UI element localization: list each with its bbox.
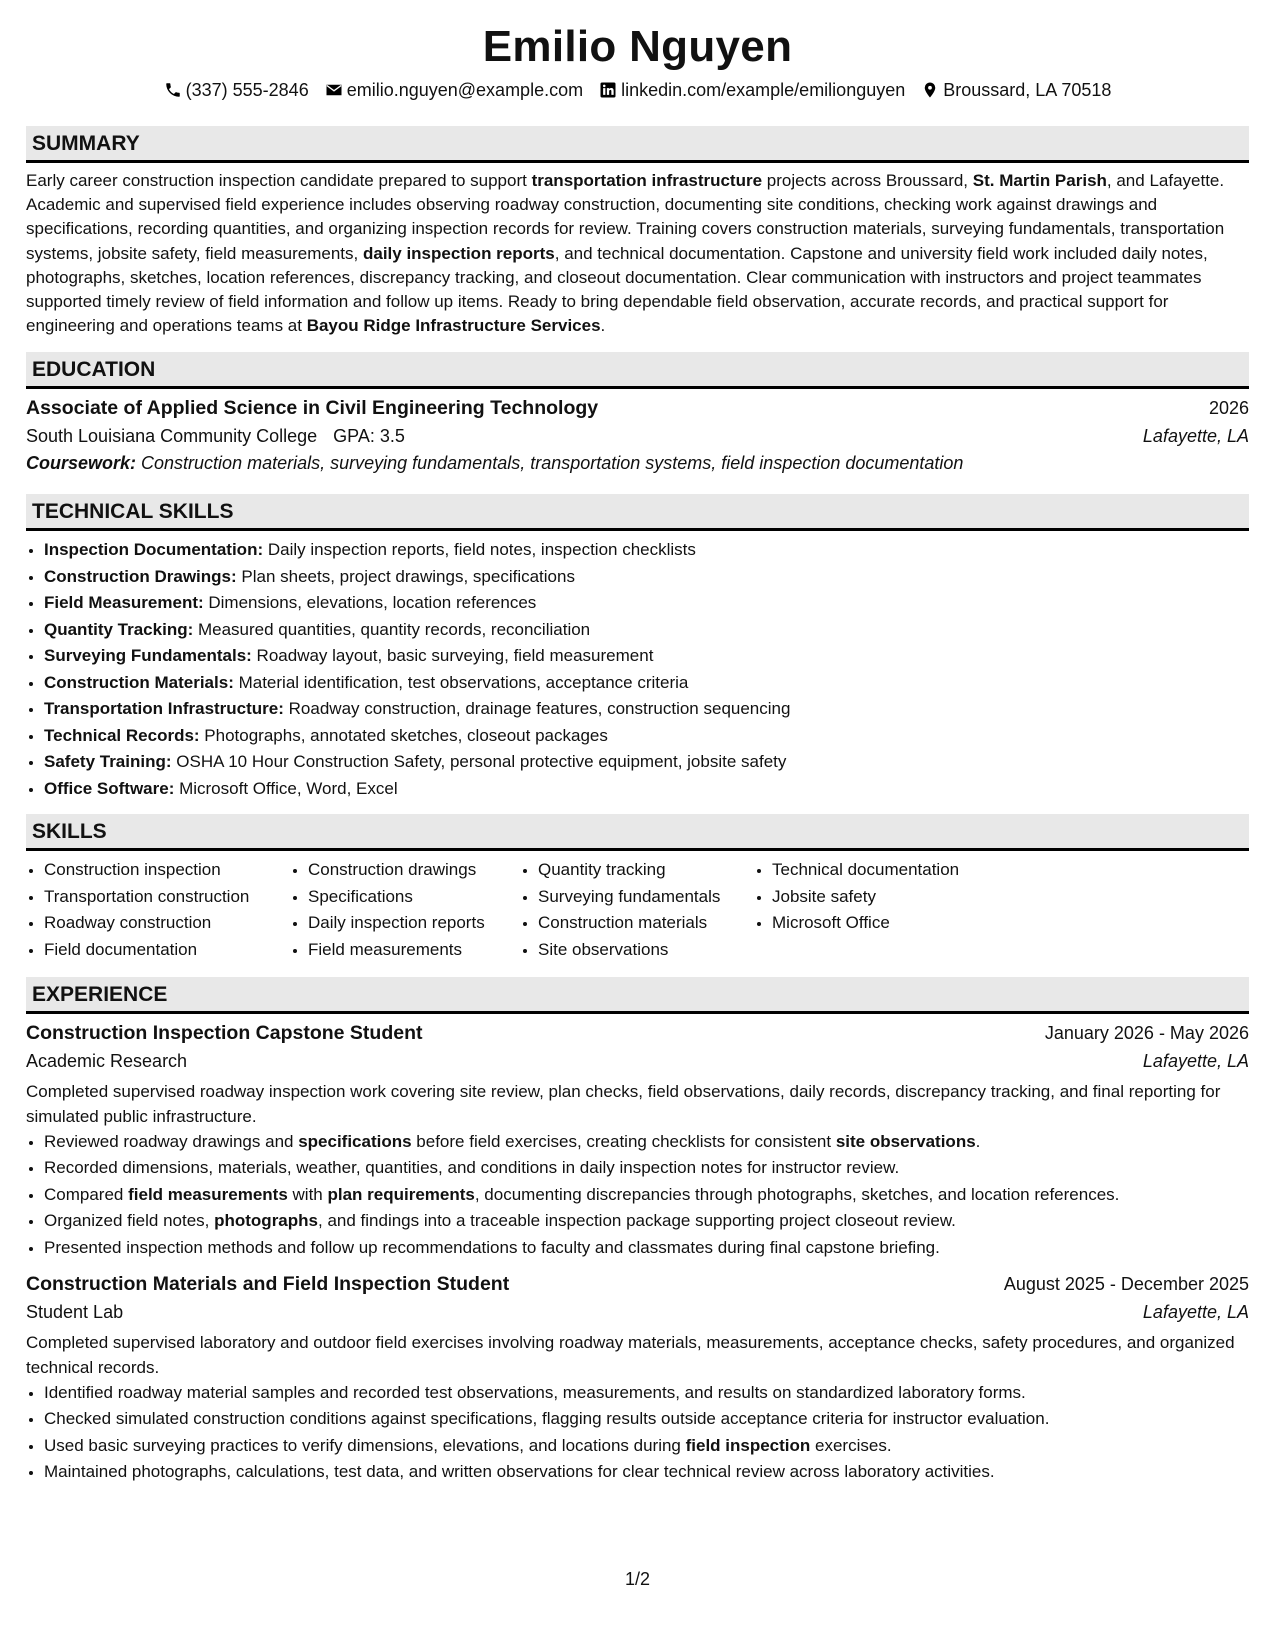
technical-skill-text: Material identification, test observations, acceptance criteria	[233, 672, 689, 692]
bullet-bold: plan requirements	[327, 1184, 475, 1204]
experience-heading: EXPERIENCE	[26, 977, 1249, 1014]
education-entry	[26, 397, 1249, 474]
technical-skill-label: Field Measurement:	[44, 593, 204, 613]
summary-bold: St. Martin Parish	[972, 171, 1107, 190]
skill-item: • Specifications	[308, 884, 520, 911]
skill-item: • Quantity tracking	[538, 857, 754, 884]
summary-seg: .	[600, 316, 606, 336]
gpa: GPA: 3.5	[333, 426, 405, 447]
technical-skill-label: Surveying Fundamentals:	[44, 646, 252, 666]
bullet-seg: before field exercises, creating checklists for consistent	[411, 1131, 836, 1151]
map-pin-icon	[921, 81, 939, 99]
technical-skill-text: OSHA 10 Hour Construction Safety, personal protective equipment, jobsite safety	[171, 752, 787, 772]
technical-skill-text: Roadway layout, basic surveying, field measurement	[251, 646, 654, 666]
summary-text	[26, 169, 1249, 338]
job-bullet	[44, 1380, 1249, 1407]
school-line	[26, 426, 405, 447]
technical-skill-item	[44, 696, 1249, 723]
job-bullet	[44, 1129, 1249, 1156]
skill-item: • Technical documentation	[772, 857, 1014, 884]
technical-skill-item	[44, 776, 1249, 803]
technical-skills-list	[26, 537, 1249, 802]
experience-entry	[26, 1022, 1249, 1261]
job-bullet	[44, 1459, 1249, 1486]
location-text: Broussard, LA 70518	[943, 80, 1112, 100]
summary-seg: projects across Broussard,	[762, 171, 973, 190]
bullet-seg: Compared	[44, 1184, 129, 1204]
technical-skill-text: Photographs, annotated sketches, closeout packages	[199, 725, 608, 745]
job-bullets	[26, 1380, 1249, 1486]
bullet-seg: Checked simulated construction conditions against specifications, flagging results outside acceptance criteria for instructor evaluation.	[44, 1409, 1050, 1429]
technical-skill-text: Plan sheets, project drawings, specifications	[236, 566, 575, 586]
skill-item: • Field measurements	[308, 937, 520, 964]
job-title: Construction Materials and Field Inspection Student	[26, 1273, 510, 1296]
phone-text: (337) 555-2846	[185, 80, 309, 100]
job-location: Lafayette, LA	[1142, 1051, 1249, 1072]
job-description: Completed supervised laboratory and outdoor field exercises involving roadway materials, measurements, acceptance checks, safety procedures, and organized technical records.	[26, 1333, 1235, 1377]
job-organization: Student Lab	[26, 1302, 124, 1323]
contact-phone[interactable]	[164, 78, 309, 102]
summary-seg: , and Lafayette. Academic and supervised field experience includes observing roadway construction, documenting site conditions, checking work against drawings and specifications, recording quantities, and organizing inspection records for review. Training covers construction materials, surveying fundamentals, transportation systems, jobsite safety, field measurements,	[26, 171, 1225, 263]
technical-skills-heading: TECHNICAL SKILLS	[26, 494, 1249, 531]
technical-skill-item	[44, 723, 1249, 750]
skills-column	[290, 857, 520, 963]
technical-skill-label: Safety Training:	[44, 752, 172, 772]
summary-bold: transportation infrastructure	[531, 171, 763, 190]
bullet-seg: Used basic surveying practices to verify dimensions, elevations, and locations during	[44, 1435, 686, 1455]
technical-skill-label: Construction Drawings:	[44, 566, 237, 586]
skills-column	[754, 857, 1014, 963]
bullet-seg: .	[975, 1131, 981, 1151]
coursework-text: Construction materials, surveying fundamentals, transportation systems, field inspection documentation	[136, 453, 964, 474]
contact-bar	[26, 78, 1249, 102]
skill-item: • Transportation construction	[44, 884, 290, 911]
contact-linkedin[interactable]	[599, 78, 905, 102]
technical-skill-label: Transportation Infrastructure:	[44, 699, 284, 719]
summary-heading: SUMMARY	[26, 126, 1249, 163]
candidate-name: Emilio Nguyen	[482, 22, 793, 71]
technical-skill-label: Quantity Tracking:	[44, 619, 194, 639]
technical-skill-item	[44, 537, 1249, 564]
resume-page	[26, 20, 1249, 1486]
job-bullets	[26, 1129, 1249, 1262]
bullet-seg: Identified roadway material samples and recorded test observations, measurements, and results on standardized laboratory forms.	[44, 1382, 1026, 1402]
bullet-bold: field inspection	[685, 1435, 811, 1455]
job-bullet	[44, 1235, 1249, 1262]
bullet-seg: Maintained photographs, calculations, test data, and written observations for clear technical review across laboratory activities.	[44, 1462, 995, 1482]
skill-item: • Jobsite safety	[772, 884, 1014, 911]
job-organization: Academic Research	[26, 1051, 188, 1072]
technical-skill-item	[44, 670, 1249, 697]
bullet-bold: specifications	[298, 1131, 412, 1151]
job-bullet	[44, 1433, 1249, 1460]
degree-title: Associate of Applied Science in Civil Engineering Technology	[26, 397, 599, 420]
bullet-seg: Presented inspection methods and follow up recommendations to faculty and classmates during final capstone briefing.	[44, 1237, 940, 1257]
technical-skill-text: Measured quantities, quantity records, reconciliation	[193, 619, 591, 639]
job-dates: August 2025 - December 2025	[1003, 1274, 1249, 1295]
bullet-seg: Reviewed roadway drawings and	[44, 1131, 299, 1151]
skill-item: • Construction drawings	[308, 857, 520, 884]
contact-location	[921, 78, 1111, 102]
bullet-bold: site observations	[835, 1131, 976, 1151]
skill-item: • Field documentation	[44, 937, 290, 964]
skill-item: • Daily inspection reports	[308, 910, 520, 937]
skill-item: • Microsoft Office	[772, 910, 1014, 937]
summary-bold: Bayou Ridge Infrastructure Services	[306, 316, 601, 336]
technical-skill-label: Office Software:	[44, 778, 175, 798]
summary-bold: daily inspection reports	[362, 243, 555, 263]
linkedin-text: linkedin.com/example/emilionguyen	[621, 80, 906, 100]
technical-skill-text: Dimensions, elevations, location references	[203, 593, 537, 613]
bullet-seg: , and findings into a traceable inspection package supporting project closeout review.	[318, 1211, 956, 1231]
technical-skill-text: Roadway construction, drainage features, construction sequencing	[283, 699, 791, 719]
bullet-seg: , documenting discrepancies through photographs, sketches, and location references.	[474, 1184, 1120, 1204]
page-number: 1/2	[624, 1569, 651, 1589]
summary-seg: , and technical documentation. Capstone and university field work included daily notes, photographs, sketches, location references, discrepancy tracking, and closeout documentation. Clear communication with instructors and project teammates supported timely review of field information and follow up items. Ready to bring dependable field observation, accurate records, and practical support for engineering and operations teams at	[26, 243, 1208, 336]
job-description: Completed supervised roadway inspection work covering site review, plan checks, field observations, daily records, discrepancy tracking, and final reporting for simulated public infrastructure.	[26, 1082, 1221, 1126]
school-location: Lafayette, LA	[1142, 426, 1249, 447]
skills-column	[520, 857, 754, 963]
email-text: emilio.nguyen@example.com	[346, 80, 584, 100]
coursework	[26, 453, 1249, 474]
coursework-label: Coursework:	[26, 453, 137, 474]
contact-email[interactable]	[325, 78, 583, 102]
skill-item: • Site observations	[538, 937, 754, 964]
skill-item: • Construction materials	[538, 910, 754, 937]
job-bullet	[44, 1208, 1249, 1235]
technical-skill-label: Inspection Documentation:	[44, 540, 264, 560]
technical-skill-item	[44, 617, 1249, 644]
skill-item: • Construction inspection	[44, 857, 290, 884]
skill-item: • Surveying fundamentals	[538, 884, 754, 911]
envelope-icon	[325, 81, 343, 99]
technical-skill-item	[44, 564, 1249, 591]
bullet-bold: field measurements	[128, 1184, 288, 1204]
linkedin-icon	[599, 81, 617, 99]
bullet-seg: Recorded dimensions, materials, weather, quantities, and conditions in daily inspection notes for instructor review.	[44, 1158, 900, 1178]
job-bullet	[44, 1182, 1249, 1209]
technical-skill-label: Construction Materials:	[44, 672, 234, 692]
job-dates: January 2026 - May 2026	[1044, 1023, 1249, 1044]
job-bullet	[44, 1155, 1249, 1182]
technical-skill-item	[44, 643, 1249, 670]
bullet-bold: photographs	[214, 1211, 318, 1231]
bullet-seg: exercises.	[810, 1435, 892, 1455]
skills-column	[26, 857, 290, 963]
skills-grid	[26, 857, 1249, 963]
skill-item: • Roadway construction	[44, 910, 290, 937]
job-location: Lafayette, LA	[1142, 1302, 1249, 1323]
bullet-seg: with	[287, 1184, 328, 1204]
job-bullet	[44, 1406, 1249, 1433]
phone-icon	[164, 81, 182, 99]
technical-skill-item	[44, 590, 1249, 617]
summary-seg: Early career construction inspection candidate prepared to support	[26, 171, 532, 190]
technical-skill-text: Daily inspection reports, field notes, inspection checklists	[263, 540, 696, 560]
technical-skill-label: Technical Records:	[44, 725, 200, 745]
bullet-seg: Organized field notes,	[44, 1211, 215, 1231]
experience-entry	[26, 1273, 1249, 1485]
skills-heading: SKILLS	[26, 814, 1249, 851]
technical-skill-text: Microsoft Office, Word, Excel	[174, 778, 398, 798]
education-heading: EDUCATION	[26, 352, 1249, 389]
experience-list	[26, 1022, 1249, 1485]
job-title: Construction Inspection Capstone Student	[26, 1022, 423, 1045]
graduation-year: 2026	[1208, 398, 1249, 419]
technical-skill-item	[44, 749, 1249, 776]
school-name: South Louisiana Community College	[26, 426, 318, 447]
